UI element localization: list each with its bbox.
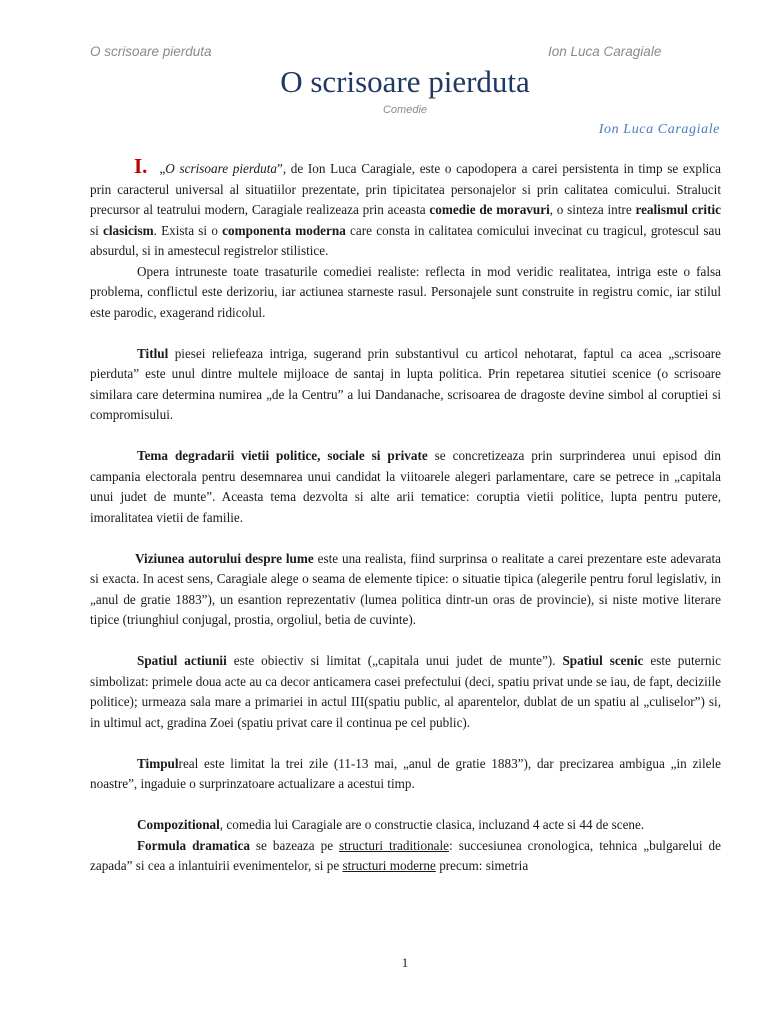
bold-term: Spatiul actiunii [137, 653, 227, 668]
paragraph-vision [90, 549, 721, 631]
document-body [90, 156, 721, 877]
paragraph-dramatic-formula [90, 836, 721, 877]
document-title: O scrisoare pierduta [280, 64, 530, 99]
text-span: ”, de Ion Luca Caragiale, este o capodopera a carei persistenta in timp se explica prin caracterul universal al situatiilor prezentate, prin tipicitatea personajelor si prin calitatea comicului. Stralucit precursor al teatrului modern, Caragiale realizeaza prin aceasta [90, 161, 721, 217]
text-span: se concretizeaza prin surprinderea unui episod din campania electorala pentru desemnarea unui candidat la viitoarele alegeri parlamentare, care se petrece in „capitala unui judet de munte”. Aceasta tema dezvolta si alte arii tematice: coruptia vietii politice, lupta pentru putere, imoralitatea vietii de familie. [90, 448, 721, 525]
bold-term: comedie de moravuri [429, 202, 550, 217]
text-span: , o sinteza intre [549, 202, 636, 217]
text-span: precum: simetria [435, 858, 529, 873]
paragraph-title [90, 344, 721, 426]
bold-term: Timpul [137, 755, 179, 771]
text-span: piesei reliefeaza intriga, sugerand prin substantivul cu articol nehotarat, faptul ca acea „scrisoare pierduta” este unul dintre multele mijloace de santaj in lupta politica. Prin repetarea situtiei scenice (o scrisoare similara care determina numirea „de la Centru” a lui Dandanache, scrisoarea de dragoste devine simbol al coruptiei si compromisului. [90, 345, 721, 422]
text-span: . Exista si o [153, 222, 223, 238]
bold-term: Viziunea autorului despre lume [135, 550, 314, 566]
bold-term: clasicism [103, 222, 154, 238]
paragraph-theme [90, 446, 721, 528]
paragraph-space [90, 651, 721, 733]
text-span: si [90, 222, 104, 238]
work-title-italic: O scrisoare pierduta [165, 161, 277, 176]
document-subtitle: Comedie [382, 104, 428, 116]
document-author: Ion Luca Caragiale [598, 122, 720, 137]
paragraph-time [90, 754, 721, 795]
underlined-term: structuri traditionale [339, 837, 450, 853]
text-span: : succesiunea cronologica, tehnica „bulgarelui de zapada” si cea a inlantuirii evenimentelor, si pe [90, 837, 722, 873]
bold-term: Spatiul scenic [562, 653, 644, 668]
page-number: 1 [401, 955, 409, 970]
text-span: real este limitat la trei zile (11-13 mai, „anul de gratie 1883”), dar precizarea ambigua „in zilele noastre”, ingaduie o surprinzatoare actualizare a acestui timp. [90, 755, 721, 791]
bold-term: Tema degradarii vietii politice, sociale si private [137, 448, 428, 463]
text-span: „ [159, 161, 166, 176]
text-span: este una realista, fiind surprinsa o realitate a carei prezentare este adevarata si exacta. In acest sens, Caragiale alege o seama de elemente tipice: o situatie tipica (alegerile pentru forul legislativ, in „anul de gratie 1883”), un esantion reprezentativ (lumea politica dintr-un oras de provincie), si niste motive literare tipice (triunghiul conjugal, prostia, orgoliul, betia de cuvinte). [90, 550, 721, 627]
paragraph-composition [90, 815, 721, 836]
text-span: este puternic simbolizat: primele doua acte au ca decor anticamera casei prefectului (deci, spatiu privat unde se iau, de fapt, deciziile politice); urmeaza sala mare a primariei in actul III(spatiu public, al aparentelor, dublat de un spatiu al „culiselor”) si, in ultimul act, gradina Zoei (spatiu privat care il continua pe cel public). [90, 653, 721, 730]
underlined-term: structuri moderne [342, 858, 436, 873]
text-span: care consta in calitatea comicului invecinat cu tragicul, grotescul sau absurdul, si in amestecul registrelor stilistice. [90, 222, 721, 258]
paragraph-intro [90, 156, 721, 262]
text-span: este obiectiv si limitat („capitala unui judet de munte”). [226, 653, 563, 668]
bold-term: realismul critic [635, 202, 721, 217]
running-header-title: O scrisoare pierduta [90, 44, 212, 59]
section-numeral: I. [134, 154, 148, 178]
running-header-author: Ion Luca Caragiale [548, 44, 662, 59]
bold-term: Titlul [137, 345, 169, 361]
text-span: se bazeaza pe [249, 837, 340, 853]
text-span: , comedia lui Caragiale are o constructie clasica, incluzand 4 acte si 44 de scene. [219, 817, 645, 832]
bold-term: Formula dramatica [137, 837, 250, 853]
bold-term: Compozitional [137, 817, 220, 832]
bold-term: componenta moderna [222, 222, 346, 238]
paragraph-traits: Opera intruneste toate trasaturile comediei realiste: reflecta in mod veridic realitatea, intriga este o falsa problema, conflictul este derizoriu, iar actiunea starneste rasul. Personajele sunt construite in registru comic, iar stilul este parodic, exagerand ridicolul. [90, 263, 721, 320]
